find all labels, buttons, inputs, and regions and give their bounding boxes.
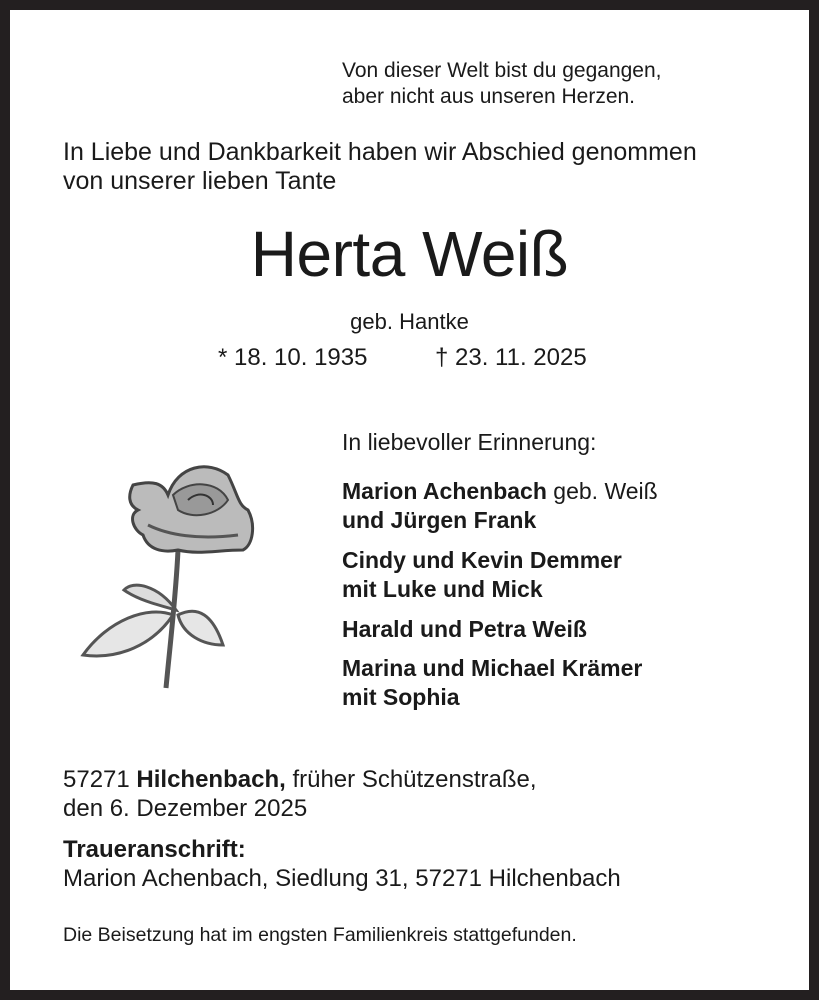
mourner-note: geb. Weiß: [546, 478, 658, 504]
birth-date: * 18. 10. 1935: [218, 344, 368, 371]
mourners-heading: In liebevoller Erinnerung:: [342, 429, 597, 455]
rose-icon: [78, 455, 278, 691]
mourner-line: und Jürgen Frank: [342, 507, 537, 533]
place-city: Hilchenbach,: [136, 766, 286, 793]
place-line: [63, 768, 537, 792]
quote-line-1: Von dieser Welt bist du gegangen,: [342, 59, 662, 82]
death-date: † 23. 11. 2025: [435, 344, 587, 371]
mourner-line: [342, 480, 658, 503]
mourner-name: Marion Achenbach: [342, 478, 547, 504]
intro-line-2: von unserer lieben Tante: [63, 167, 337, 195]
deceased-name: Herta Weiß: [250, 218, 569, 290]
birth-name: geb. Hantke: [350, 309, 469, 334]
mourner-line: mit Sophia: [342, 684, 460, 710]
place-former-address: früher Schützenstraße,: [285, 766, 537, 793]
place-zip: 57271: [63, 766, 137, 793]
mourner-line: Harald und Petra Weiß: [342, 616, 587, 642]
mourner-line: Marina und Michael Krämer: [342, 655, 643, 681]
mourner-line: mit Luke und Mick: [342, 576, 543, 602]
mourning-address: Marion Achenbach, Siedlung 31, 57271 Hilchenbach: [63, 865, 621, 892]
mourner-line: Cindy und Kevin Demmer: [342, 547, 622, 573]
mourning-address-label: Traueranschrift:: [63, 836, 246, 863]
intro-line-1: In Liebe und Dankbarkeit haben wir Abschied genommen: [63, 138, 697, 166]
burial-note: Die Beisetzung hat im engsten Familienkreis stattgefunden.: [63, 924, 577, 946]
quote-line-2: aber nicht aus unseren Herzen.: [342, 85, 636, 108]
notice-date: den 6. Dezember 2025: [63, 795, 308, 822]
